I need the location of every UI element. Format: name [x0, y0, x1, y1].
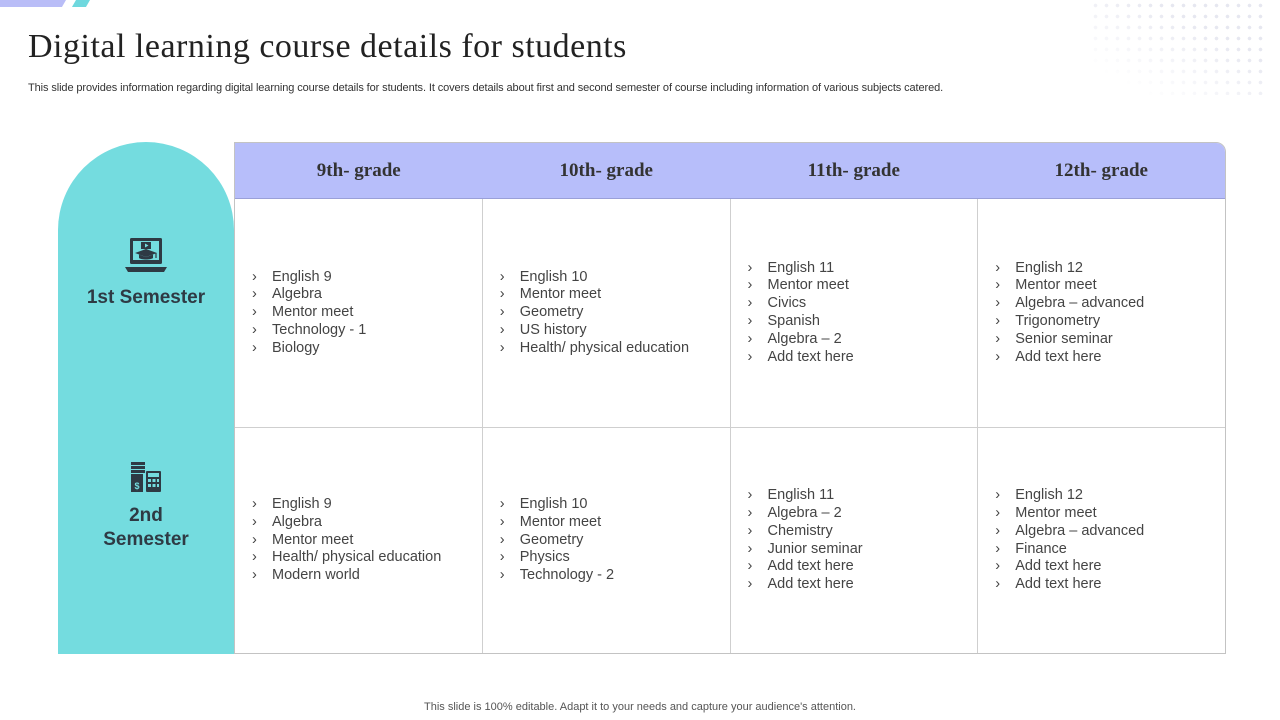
course-item-label: Senior seminar	[1015, 330, 1113, 347]
chevron-right-icon: ›	[995, 259, 1001, 276]
course-item-label: Mentor meet	[272, 304, 354, 321]
course-list	[995, 487, 1144, 594]
course-item	[748, 260, 854, 278]
semester-1-row	[235, 199, 1225, 428]
course-item-label: Health/ physical education	[272, 549, 442, 566]
chevron-right-icon: ›	[499, 268, 505, 285]
chevron-right-icon: ›	[499, 513, 505, 530]
course-item	[252, 514, 441, 532]
course-item-label: Health/ physical education	[519, 339, 690, 356]
chevron-right-icon: ›	[995, 277, 1001, 294]
course-item	[748, 558, 863, 576]
chevron-right-icon: ›	[499, 321, 505, 338]
chevron-right-icon: ›	[499, 567, 505, 584]
chevron-right-icon: ›	[995, 330, 1001, 347]
course-item-label: English 9	[272, 496, 332, 512]
course-item-label: Trigonometry	[1015, 313, 1101, 329]
course-item	[995, 523, 1144, 541]
course-item	[995, 349, 1144, 367]
page-subtitle: This slide provides information regarding digital learning course details for students. It covers details about first and second semester of course including information of various subjects catered.	[28, 82, 944, 94]
course-item	[995, 331, 1144, 349]
course-list	[748, 260, 854, 367]
course-item-label: English 11	[767, 487, 835, 504]
course-item	[252, 304, 366, 322]
course-table	[234, 142, 1226, 654]
decorative-dot-pattern	[1090, 0, 1265, 95]
course-item-label: Technology - 1	[272, 321, 367, 338]
svg-text:$: $	[134, 481, 140, 491]
course-item	[500, 286, 689, 304]
semester-column	[58, 142, 234, 654]
course-item-label: Geometry	[519, 304, 584, 321]
course-item	[995, 487, 1144, 505]
course-item	[748, 541, 863, 559]
course-item	[252, 340, 366, 358]
course-item	[748, 295, 854, 313]
course-list	[500, 496, 614, 585]
grade-header-10: 10th- grade	[559, 159, 653, 181]
chevron-right-icon: ›	[747, 348, 753, 365]
course-item	[995, 541, 1144, 559]
chevron-right-icon: ›	[499, 286, 505, 303]
course-item-label: Add text here	[1015, 558, 1102, 575]
course-item-label: English 11	[767, 259, 835, 276]
course-item-label: Mentor meet	[519, 513, 602, 530]
course-item	[252, 269, 366, 287]
course-list	[252, 269, 366, 358]
course-item-label: Algebra – 2	[767, 330, 842, 347]
chevron-right-icon: ›	[252, 549, 257, 566]
grade-header-9: 9th- grade	[316, 159, 401, 181]
course-item	[500, 304, 689, 322]
course-item	[748, 331, 854, 349]
course-item	[252, 322, 366, 340]
course-item	[748, 313, 854, 331]
grade-header-row	[235, 143, 1225, 199]
course-item-label: Mentor meet	[272, 531, 354, 548]
chevron-right-icon: ›	[499, 549, 505, 566]
course-item	[995, 576, 1144, 594]
course-item-label: Chemistry	[767, 522, 833, 539]
chevron-right-icon: ›	[747, 277, 753, 294]
semester-1	[58, 234, 234, 310]
course-item	[252, 532, 441, 550]
chevron-right-icon: ›	[995, 504, 1001, 521]
chevron-right-icon: ›	[747, 259, 753, 276]
course-cell	[235, 428, 483, 653]
chevron-right-icon: ›	[499, 339, 505, 356]
chevron-right-icon: ›	[995, 576, 1001, 593]
course-item	[500, 496, 614, 514]
chevron-right-icon: ›	[747, 487, 753, 504]
course-item-label: Mentor meet	[519, 286, 602, 303]
course-cell	[483, 199, 731, 427]
chevron-right-icon: ›	[252, 567, 257, 584]
chevron-right-icon: ›	[747, 576, 753, 593]
course-item-label: Add text here	[1015, 348, 1102, 365]
chevron-right-icon: ›	[747, 295, 753, 312]
semester-1-label: 1st Semester	[86, 287, 206, 308]
course-item-label: US history	[519, 321, 587, 338]
course-item-label: Add text here	[767, 576, 854, 593]
chevron-right-icon: ›	[252, 513, 257, 530]
chevron-right-icon: ›	[995, 522, 1001, 539]
chevron-right-icon: ›	[252, 339, 257, 356]
course-list	[995, 260, 1144, 367]
course-item	[252, 286, 366, 304]
chevron-right-icon: ›	[747, 540, 753, 557]
chevron-right-icon: ›	[995, 558, 1001, 575]
course-item	[995, 313, 1144, 331]
chevron-right-icon: ›	[252, 496, 257, 512]
course-item	[995, 277, 1144, 295]
course-item	[500, 532, 614, 550]
course-item	[500, 514, 614, 532]
chevron-right-icon: ›	[747, 504, 753, 521]
corner-accent	[0, 0, 100, 8]
chevron-right-icon: ›	[499, 496, 505, 512]
calculator-documents-icon	[129, 460, 163, 494]
course-item-label: Finance	[1015, 540, 1067, 557]
chevron-right-icon: ›	[252, 531, 257, 548]
course-item-label: Biology	[272, 339, 320, 356]
course-cell	[731, 428, 979, 653]
course-item	[252, 549, 441, 567]
course-item-label: Geometry	[519, 531, 584, 548]
course-cell	[978, 199, 1225, 427]
course-item-label: Add text here	[767, 558, 854, 575]
semester-2	[58, 460, 234, 552]
chevron-right-icon: ›	[747, 522, 753, 539]
accent-bar-teal	[72, 0, 90, 7]
course-item	[748, 487, 863, 505]
course-cell	[978, 428, 1225, 653]
course-item	[500, 269, 689, 287]
course-item	[995, 260, 1144, 278]
laptop-graduation-icon	[124, 234, 168, 276]
chevron-right-icon: ›	[995, 313, 1001, 329]
course-list	[500, 269, 689, 358]
course-item	[500, 340, 689, 358]
course-item	[995, 295, 1144, 313]
course-item	[995, 505, 1144, 523]
course-item-label: Algebra	[272, 513, 322, 530]
course-item	[748, 576, 863, 594]
course-cell	[235, 199, 483, 427]
footer-note: This slide is 100% editable. Adapt it to your needs and capture your audience's attention.	[424, 701, 856, 713]
course-cell	[483, 428, 731, 653]
course-item-label: Physics	[519, 549, 570, 566]
course-item	[500, 322, 689, 340]
chevron-right-icon: ›	[252, 286, 257, 303]
course-item-label: Algebra	[272, 286, 322, 303]
page-title: Digital learning course details for students	[28, 28, 627, 65]
course-item-label: Add text here	[767, 348, 854, 365]
course-cell	[731, 199, 979, 427]
chevron-right-icon: ›	[499, 304, 505, 321]
course-item-label: Modern world	[272, 567, 360, 584]
semester-2-label: 2nd Semester	[103, 505, 189, 550]
chevron-right-icon: ›	[747, 330, 753, 347]
chevron-right-icon: ›	[995, 295, 1001, 312]
course-item-label: Algebra – 2	[767, 504, 842, 521]
course-item-label: English 10	[519, 268, 588, 285]
course-item-label: English 12	[1015, 259, 1083, 276]
accent-bar-lavender	[0, 0, 66, 7]
chevron-right-icon: ›	[995, 540, 1001, 557]
grade-header-11: 11th- grade	[807, 159, 900, 181]
chevron-right-icon: ›	[252, 321, 257, 338]
course-item-label: English 12	[1015, 487, 1083, 504]
chevron-right-icon: ›	[995, 487, 1001, 504]
course-list	[252, 496, 441, 585]
chevron-right-icon: ›	[995, 348, 1001, 365]
course-item	[500, 549, 614, 567]
chevron-right-icon: ›	[747, 558, 753, 575]
course-item	[252, 567, 441, 585]
course-item	[748, 523, 863, 541]
course-item	[748, 277, 854, 295]
chevron-right-icon: ›	[499, 531, 505, 548]
course-item-label: Add text here	[1015, 576, 1102, 593]
course-item-label: Mentor meet	[1015, 277, 1097, 294]
course-item-label: Spanish	[767, 313, 820, 329]
course-item-label: Technology - 2	[519, 567, 615, 584]
chevron-right-icon: ›	[747, 313, 753, 329]
chevron-right-icon: ›	[252, 268, 257, 285]
course-item-label: English 10	[519, 496, 588, 512]
course-item	[748, 349, 854, 367]
course-item-label: Mentor meet	[1015, 504, 1097, 521]
course-item	[500, 567, 614, 585]
course-item-label: Algebra – advanced	[1015, 295, 1145, 312]
chevron-right-icon: ›	[252, 304, 257, 321]
semester-2-row	[235, 428, 1225, 653]
course-item-label: English 9	[272, 268, 332, 285]
course-item	[995, 558, 1144, 576]
course-item-label: Civics	[767, 295, 807, 312]
course-item	[748, 505, 863, 523]
grade-header-12: 12th- grade	[1054, 159, 1148, 181]
course-item-label: Junior seminar	[767, 540, 863, 557]
course-list	[748, 487, 863, 594]
course-item-label: Algebra – advanced	[1015, 522, 1145, 539]
course-item-label: Mentor meet	[767, 277, 849, 294]
course-item	[252, 496, 441, 514]
